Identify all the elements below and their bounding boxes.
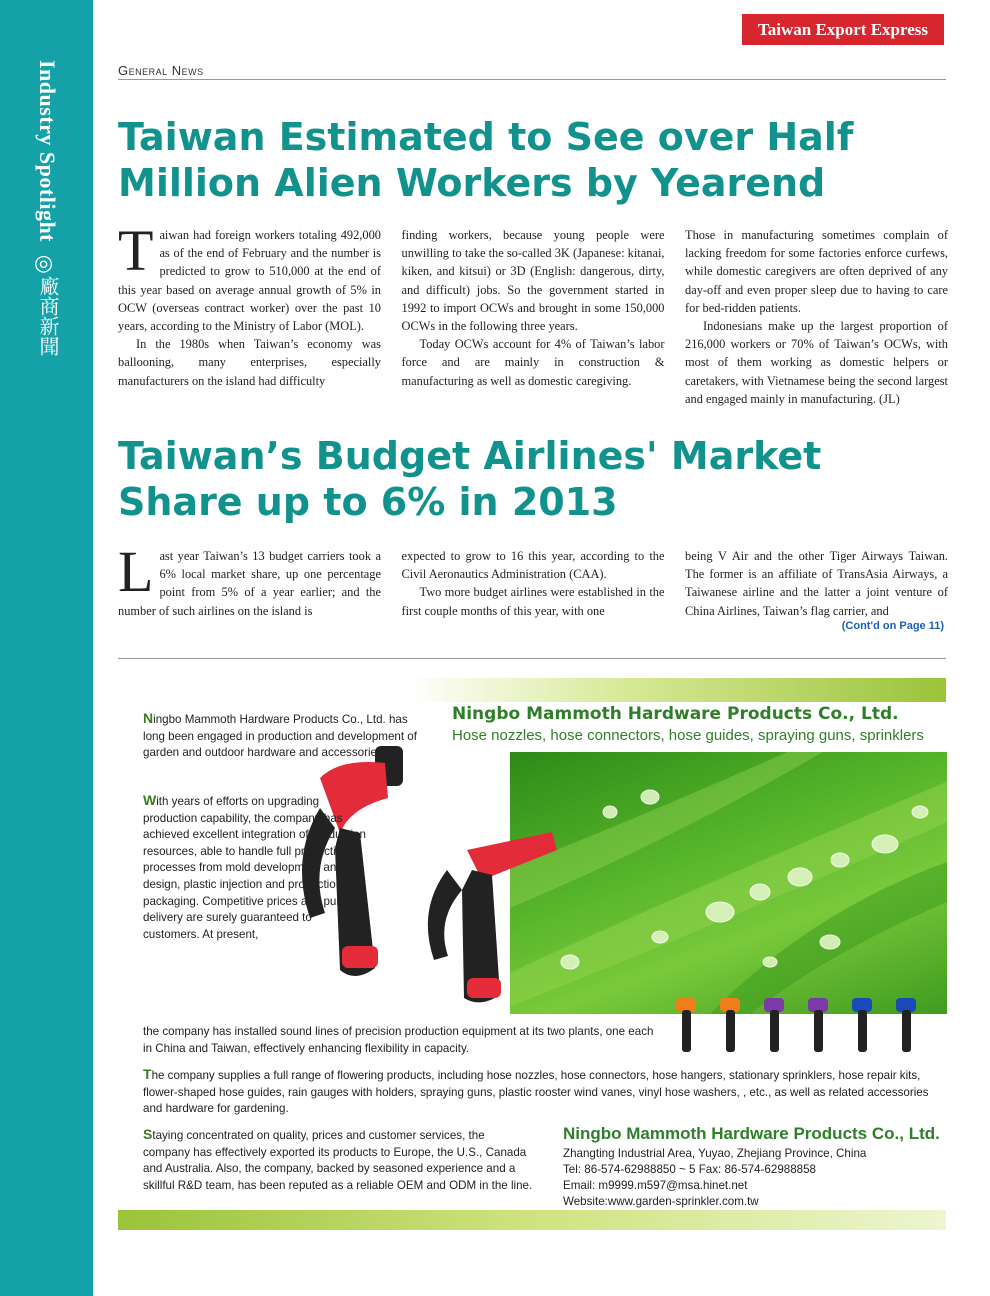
ad-p1-initial: N [143, 710, 154, 726]
ad-paragraph-intro [143, 710, 423, 762]
article1-column-1 [118, 218, 381, 408]
ad-company-title: Ningbo Mammoth Hardware Products Co., Ltd. [452, 704, 899, 724]
section-label: General News [118, 63, 204, 78]
ad-p3-initial: T [143, 1066, 152, 1082]
spray-gun-image-small [412, 810, 562, 1015]
ad-p1-text: ingbo Mammoth Hardware Products Co., Ltd. has long been engaged in production and development of garden and outdoor hardware and accessories. [143, 713, 417, 760]
article1-paragraph [118, 218, 381, 335]
ad-p3-text: he company supplies a full range of flowering products, including hose nozzles, hose connectors, hose hangers, stationary sprinklers, hose repair kits, flower-shaped hose guides, rain gauges with holders, spraying guns, plastic rooster wind vanes, vinyl hose washers, , etc., as well as related accessories and hardware for gardening. [143, 1069, 929, 1116]
article1-col3-p1: Those in manufacturing sometimes complain of lacking freedom for some factories enforce curfews, while domestic caregivers are often deprived of any day-off and even proper sleep due to having to care for bed-ridden patients. [685, 228, 948, 315]
ad-bottom-band [118, 1210, 946, 1230]
ad-top-band [118, 678, 946, 702]
contact-company-title: Ningbo Mammoth Hardware Products Co., Ltd. [563, 1124, 940, 1143]
article2-col3-text: being V Air and the other Tiger Airways Taiwan. The former is an affiliate of TransAsia Airways, a Taiwanese airline and the latter a joint venture of China Airlines, Taiwan’s flag carrier, and [685, 549, 948, 618]
article1-col1-p2: In the 1980s when Taiwan’s economy was ballooning, many enterprises, especially manufacturers on the island had difficulty [118, 337, 381, 388]
article1-dropcap: T [118, 218, 154, 283]
ad-paragraph-export [143, 1126, 533, 1194]
ad-paragraph-products [143, 1066, 933, 1118]
article1-headline: Taiwan Estimated to See over Half Million Alien Workers by Yearend [118, 115, 854, 205]
article2-column-3 [685, 547, 948, 620]
article1-col1-p1: aiwan had foreign workers totaling 492,000 as of the end of February and the number is predicted to grow to 510,000 at the end of this year based on average annual growth of 5% in OCW (overseas contract worker) over the past 10 years, according to the Ministry of Labor (MOL). [118, 228, 381, 334]
ad-p2-text: ith years of efforts on upgrading production capability, the company has achieved excellent integration of production resources, able to handle full production processes from mold development and design, plastic injection and production to packaging. Competitive prices and punctual delivery are surely guaranteed to customers. At present, [143, 795, 368, 941]
sidebar-mark: ◎ [34, 250, 54, 276]
contact-details [563, 1146, 866, 1210]
section-divider [118, 79, 946, 80]
article1-col3-p2: Indonesians make up the largest proportion of 216,000 workers or 70% of Taiwan’s OCWs, with most of them working as domestic helpers or caretakers, with Vietnamese being the second largest and engaged mainly in manufacturing. (JL) [685, 319, 948, 406]
article2-paragraph [118, 539, 381, 620]
contact-address: Zhangting Industrial Area, Yuyao, Zhejiang Province, China [563, 1147, 867, 1160]
brand-tab: Taiwan Export Express [742, 14, 944, 45]
article2-headline: Taiwan’s Budget Airlines' Market Share up to 6% in 2013 [118, 434, 822, 524]
article1-col2-p1: finding workers, because young people were unwilling to take the so-called 3K (Japanese: kitanai, kiken, and kitsui) or 3D (English: dangerous, dirty, and difficult) jobs. So the government started in 1992 to import OCWs and brought in some 150,000 OCWs in the following three years. [401, 228, 665, 334]
sidebar-text [22, 60, 74, 356]
contact-email[interactable]: Email: m9999.m597@msa.hinet.net [563, 1179, 748, 1192]
article2-column-1 [118, 539, 381, 620]
article2-column-2 [402, 547, 665, 620]
contact-tel-fax: Tel: 86-574-62988850 ~ 5 Fax: 86-574-62988858 [563, 1163, 817, 1176]
ad-paragraph-capability [143, 792, 368, 943]
article2-body [118, 539, 948, 620]
article1-body [118, 218, 948, 408]
article2-col2-p2: Two more budget airlines were established in the first couple months of this year, with one [401, 585, 665, 618]
ad-p4-initial: S [143, 1126, 153, 1142]
article2-col1-text: ast year Taiwan’s 13 budget carriers took a 6% local market share, up one percentage point from 5% of a year earlier; and the number of such airlines on the island is [118, 549, 381, 618]
ad-products-line: Hose nozzles, hose connectors, hose guides, spraying guns, sprinklers [452, 727, 924, 744]
sidebar-english-label: Industry Spotlight [35, 60, 60, 243]
contact-website[interactable]: Website:www.garden-sprinkler.com.tw [563, 1195, 759, 1208]
article1-column-3 [685, 226, 948, 408]
ad-divider [118, 658, 946, 659]
ad-p4-text: taying concentrated on quality, prices and customer services, the company has effectively exported its products to Europe, the U.S., Canada and Australia. Also, the company, backed by seasoned experience and a skillful R&D team, has been reputed as a reliable OEM and ODM in the line. [143, 1129, 533, 1192]
leaf-water-droplets-photo [510, 752, 947, 1014]
sidebar [0, 0, 93, 1296]
article2-col2-p1: expected to grow to 16 this year, according to the Civil Aeronautics Administration (CAA). [401, 549, 665, 582]
ad-paragraph-capability-continued: the company has installed sound lines of precision production equipment at its two plants, one each in China and Taiwan, effectively enhancing flexibility in capacity. [143, 1025, 654, 1055]
spray-gun-color-lineup [668, 990, 943, 1065]
article1-col2-p2: Today OCWs account for 4% of Taiwan’s labor force and are mainly in construction & manufacturing as well as domestic caregiving. [401, 337, 665, 388]
ad-p2-initial: W [143, 792, 157, 808]
article2-dropcap: L [118, 539, 154, 604]
continued-link[interactable]: (Cont'd on Page 11) [841, 620, 944, 632]
article1-column-2 [402, 226, 665, 408]
sidebar-chinese-label: 廠商新聞 [36, 276, 60, 357]
